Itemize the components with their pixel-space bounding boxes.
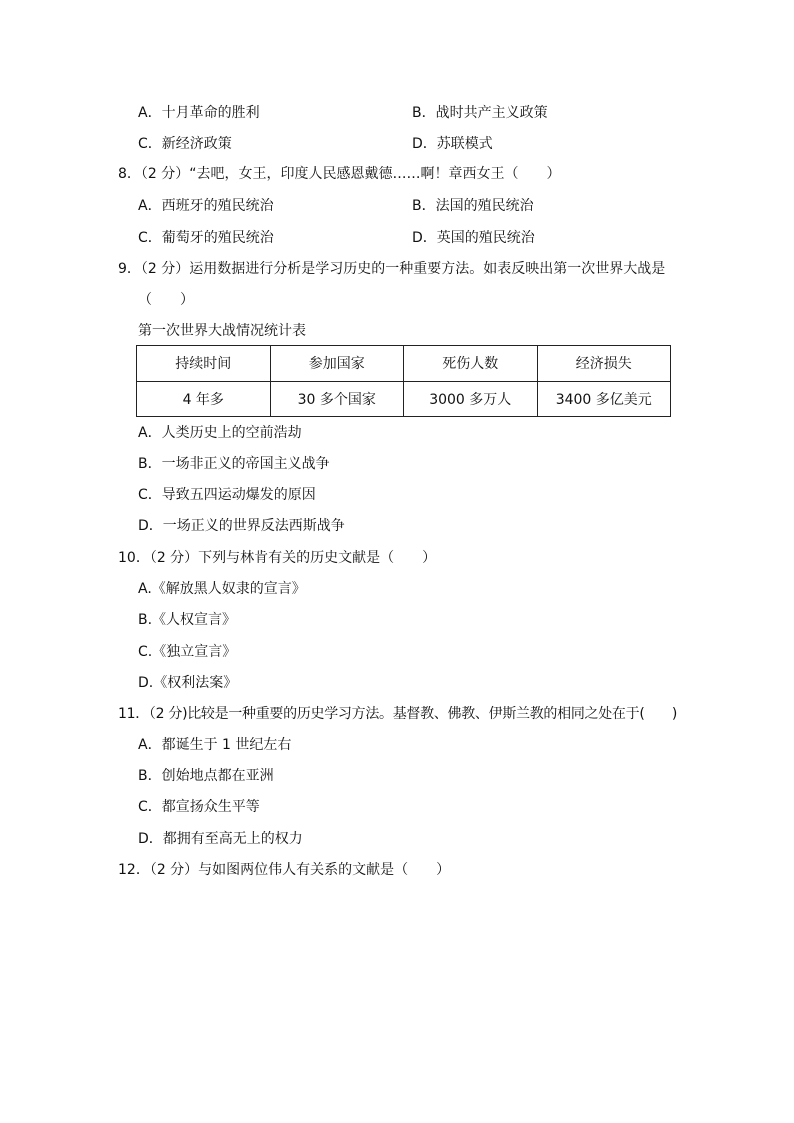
table-cell: 4 年多	[137, 381, 271, 417]
q7-option-d: D．苏联模式	[412, 136, 493, 152]
q11-option-c: C．都宣扬众生平等	[138, 799, 260, 815]
ww1-statistics-table	[136, 345, 671, 417]
q9-option-c: C．导致五四运动爆发的原因	[138, 487, 316, 503]
q9-option-b: B．一场非正义的帝国主义战争	[138, 456, 330, 472]
q11-stem: 11．（2 分)比较是一种重要的历史学习方法。基督教、佛教、伊斯兰教的相同之处在于( )	[118, 706, 678, 722]
q7-option-a: A．十月革命的胜利	[138, 105, 260, 121]
q7-option-c: C．新经济政策	[138, 136, 232, 152]
table-header-row	[137, 346, 671, 382]
q11-option-a: A．都诞生于 1 世纪左右	[138, 737, 292, 753]
table-cell: 3400 多亿美元	[537, 381, 671, 417]
q12-stem: 12．（2 分）与如图两位伟人有关系的文献是（ ）	[118, 862, 451, 878]
q9-stem: 9．（2 分）运用数据进行分析是学习历史的一种重要方法。如表反映出第一次世界大战是	[118, 261, 666, 277]
table-header-cell: 经济损失	[537, 346, 671, 382]
table-header-cell: 参加国家	[270, 346, 404, 382]
q11-option-d: D．都拥有至高无上的权力	[138, 831, 303, 847]
table-row	[137, 381, 671, 417]
q7-option-b: B．战时共产主义政策	[412, 105, 548, 121]
q9-option-a: A．人类历史上的空前浩劫	[138, 425, 302, 441]
table-cell: 3000 多万人	[404, 381, 538, 417]
q9-table-title: 第一次世界大战情况统计表	[138, 323, 306, 339]
q11-option-b: B．创始地点都在亚洲	[138, 768, 274, 784]
q8-option-b: B．法国的殖民统治	[412, 198, 534, 214]
q9-stem-continued: （ ）	[138, 292, 194, 308]
q10-option-d: D.《权利法案》	[138, 675, 238, 691]
q10-stem: 10．（2 分）下列与林肯有关的历史文献是（ ）	[118, 550, 437, 566]
q10-option-b: B.《人权宣言》	[138, 612, 237, 628]
q8-stem: 8．（2 分）“去吧，女王，印度人民感恩戴德……啊！章西女王（ ）	[118, 166, 561, 182]
q9-option-d: D．一场正义的世界反法西斯战争	[138, 518, 345, 534]
table-cell: 30 多个国家	[270, 381, 404, 417]
q8-option-a: A．西班牙的殖民统治	[138, 198, 274, 214]
table-header-cell: 死伤人数	[404, 346, 538, 382]
table-header-cell: 持续时间	[137, 346, 271, 382]
q10-option-c: C.《独立宣言》	[138, 644, 237, 660]
q8-option-d: D．英国的殖民统治	[412, 230, 535, 246]
q8-option-c: C．葡萄牙的殖民统治	[138, 230, 274, 246]
q10-option-a: A.《解放黑人奴隶的宣言》	[138, 581, 306, 597]
